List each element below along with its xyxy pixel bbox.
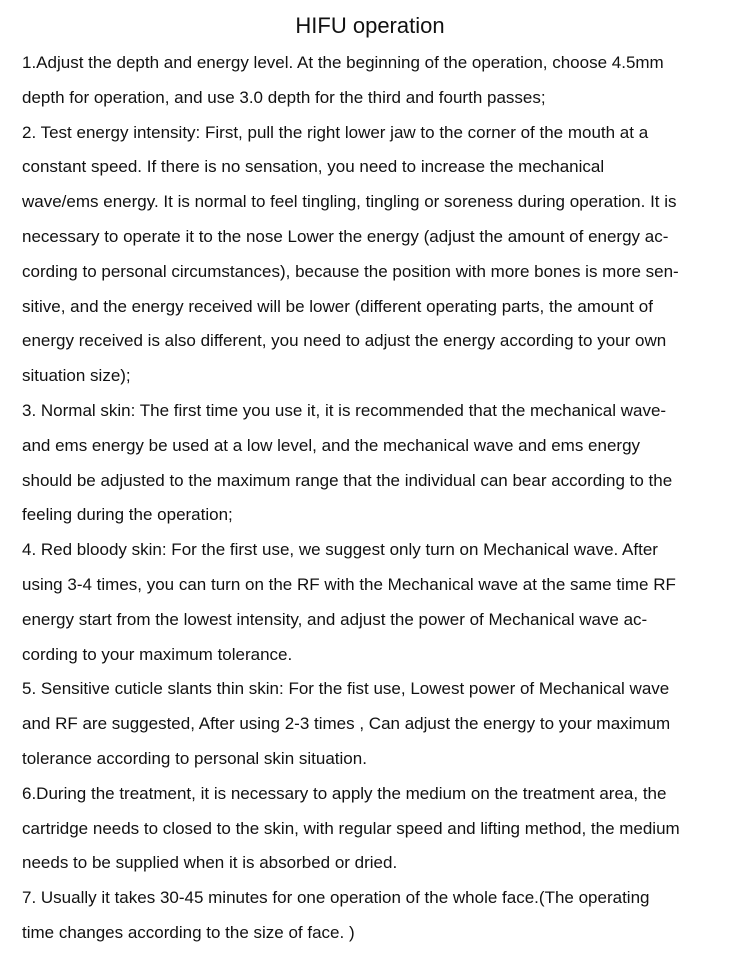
text-line: wave/ems energy. It is normal to feel tingling, tingling or soreness during operation. It is: [22, 192, 677, 212]
instruction-text: [22, 46, 730, 951]
text-line: 7. Usually it takes 30-45 minutes for one operation of the whole face.(The operating: [22, 888, 650, 908]
text-line: energy start from the lowest intensity, and adjust the power of Mechanical wave ac-: [22, 609, 648, 629]
text-line: 2. Test energy intensity: First, pull the right lower jaw to the corner of the mouth at a: [22, 122, 649, 142]
text-line: and ems energy be used at a low level, and the mechanical wave and ems energy: [22, 435, 641, 455]
text-line: tolerance according to personal skin situation.: [22, 748, 367, 768]
text-line: cording to your maximum tolerance.: [22, 644, 293, 664]
text-line: cording to personal circumstances), because the position with more bones is more sen-: [22, 261, 679, 281]
text-line: using 3-4 times, you can turn on the RF with the Mechanical wave at the same time RF: [22, 574, 676, 594]
text-line: depth for operation, and use 3.0 depth for the third and fourth passes;: [22, 87, 546, 107]
text-line: cartridge needs to closed to the skin, with regular speed and lifting method, the medium: [22, 818, 680, 838]
text-line: constant speed. If there is no sensation, you need to increase the mechanical: [22, 157, 605, 177]
text-line: situation size);: [22, 366, 131, 386]
text-line: energy received is also different, you need to adjust the energy according to your own: [22, 331, 667, 351]
text-line: and RF are suggested, After using 2-3 times , Can adjust the energy to your maximum: [22, 714, 671, 734]
text-line: necessary to operate it to the nose Lower the energy (adjust the amount of energy ac-: [22, 226, 669, 246]
text-line: needs to be supplied when it is absorbed or dried.: [22, 853, 398, 873]
text-line: 3. Normal skin: The first time you use it, it is recommended that the mechanical wave-: [22, 400, 667, 420]
text-line: sitive, and the energy received will be lower (different operating parts, the amount of: [22, 296, 653, 316]
text-line: feeling during the operation;: [22, 505, 233, 525]
page-title: HIFU operation: [295, 13, 445, 38]
text-line: 5. Sensitive cuticle slants thin skin: For the fist use, Lowest power of Mechanical wave: [22, 679, 670, 699]
text-line: 1.Adjust the depth and energy level. At the beginning of the operation, choose 4.5mm: [22, 53, 664, 72]
text-line: should be adjusted to the maximum range that the individual can bear according to the: [22, 470, 673, 490]
text-line: 6.During the treatment, it is necessary to apply the medium on the treatment area, the: [22, 783, 667, 803]
text-line: 4. Red bloody skin: For the first use, we suggest only turn on Mechanical wave. After: [22, 540, 658, 560]
text-line: time changes according to the size of face. ): [22, 922, 355, 942]
